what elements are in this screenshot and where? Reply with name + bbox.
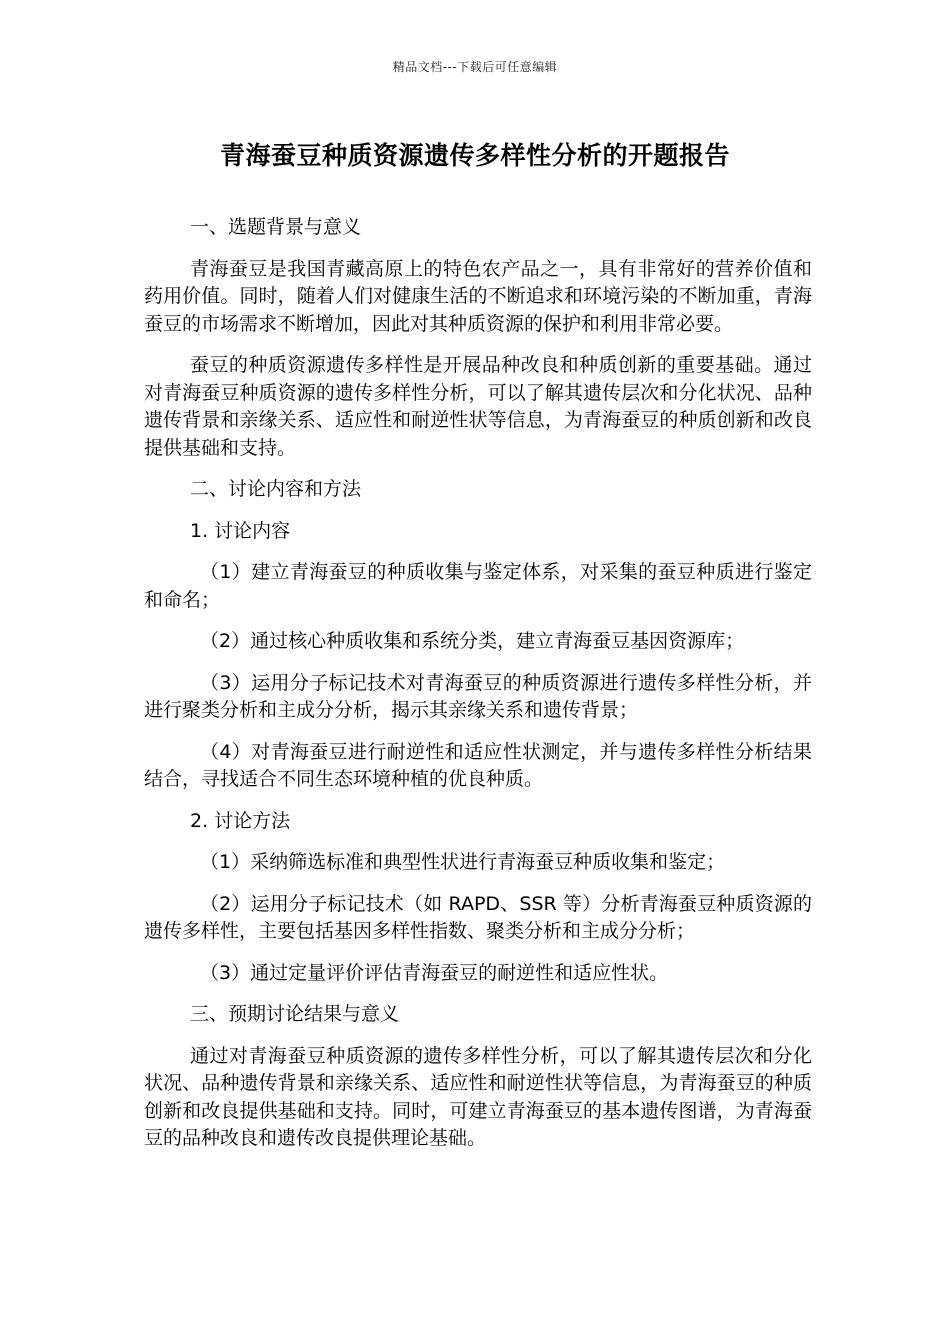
list-item: （2）通过核心种质收集和系统分类，建立青海蚕豆基因资源库； [200,630,745,652]
list-item: （3）通过定量评价评估青海蚕豆的耐逆性和适应性状。 [200,961,669,984]
paragraph-background-1: 青海蚕豆是我国青藏高原上的特色农产品之一，具有非常好的营养价值和药用价值。同时，随着人们对健康生活的不断追求和环境污染的不断加重，青海蚕豆的市场需求不断增加，因此对其种质资源的保护和利用非常必要。 [144,257,812,335]
list-item: （4）对青海蚕豆进行耐逆性和适应性状测定，并与遗传多样性分析结果结合，寻找适合不同生态环境种植的优良种质。 [144,740,812,790]
section-heading-content-methods: 二、讨论内容和方法 [190,478,362,500]
paragraph-background-2: 蚕豆的种质资源遗传多样性是开展品种改良和种质创新的重要基础。通过对青海蚕豆种质资源的遗传多样性分析，可以了解其遗传层次和分化状况、品种遗传背景和亲缘关系、适应性和耐逆性状等信息，为青海蚕豆的种质创新和改良提供基础和支持。 [144,354,812,459]
subheading-methods: 2. 讨论方法 [190,809,291,832]
section-heading-expected-results: 三、预期讨论结果与意义 [190,1003,400,1025]
paragraph-expected-results: 通过对青海蚕豆种质资源的遗传多样性分析，可以了解其遗传层次和分化状况、品种遗传背景和亲缘关系、适应性和耐逆性状等信息，为青海蚕豆的种质创新和改良提供基础和支持。同时，可建立青海蚕豆的基本遗传图谱，为青海蚕豆的品种改良和遗传改良提供理论基础。 [144,1044,812,1149]
list-item: （3）运用分子标记技术对青海蚕豆的种质资源进行遗传多样性分析，并进行聚类分析和主成分分析，揭示其亲缘关系和遗传背景； [144,671,812,721]
list-item: （1）采纳筛选标准和典型性状进行青海蚕豆种质收集和鉴定； [200,851,726,873]
header-note: 精品文档---下载后可任意编辑 [392,60,558,74]
document-title: 青海蚕豆种质资源遗传多样性分析的开题报告 [219,141,730,170]
section-heading-background: 一、选题背景与意义 [190,216,362,238]
list-item: （1）建立青海蚕豆的种质收集与鉴定体系，对采集的蚕豆种质进行鉴定和命名； [144,561,812,611]
subheading-content: 1. 讨论内容 [190,519,291,542]
document-body [144,214,812,1153]
list-item: （2）运用分子标记技术（如 RAPD、SSR 等）分析青海蚕豆种质资源的遗传多样性，主要包括基因多样性指数、聚类分析和主成分分析； [144,892,812,942]
